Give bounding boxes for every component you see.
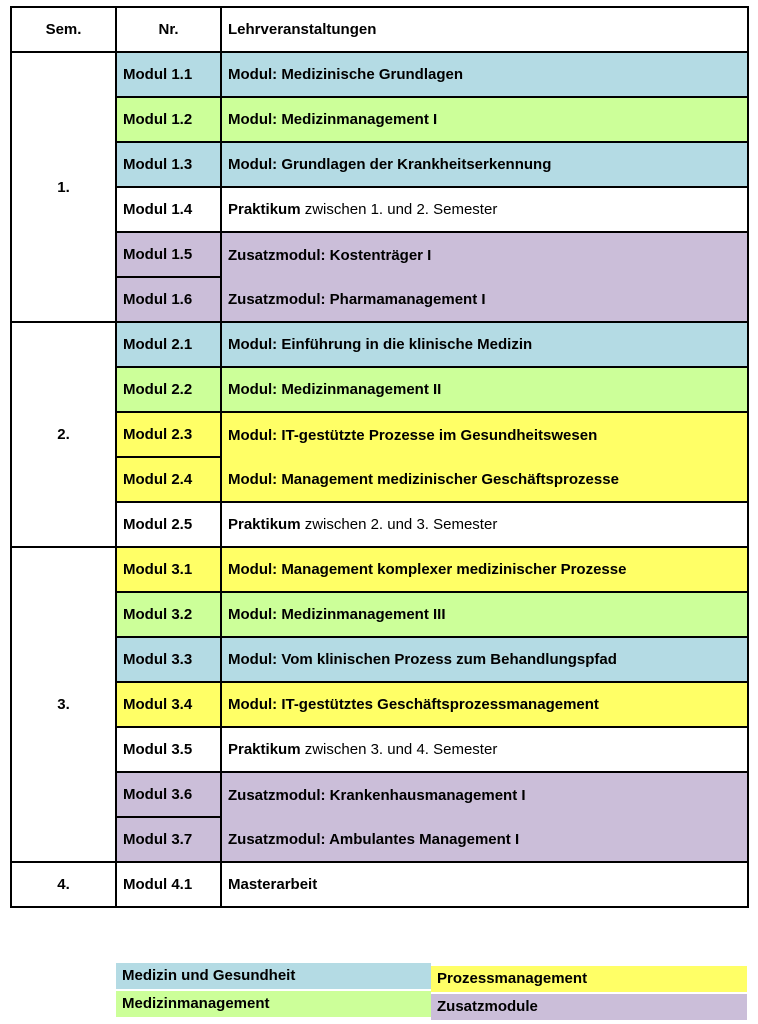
- module-title-bold: Modul: Medizinmanagement II: [228, 381, 442, 398]
- module-number: Modul 4.1: [116, 862, 221, 907]
- header-courses: Lehrveranstaltungen: [221, 7, 748, 52]
- module-title: [221, 592, 748, 637]
- module-title-bold: Masterarbeit: [228, 876, 318, 893]
- module-title: [221, 682, 748, 727]
- module-title-bold: Modul: Vom klinischen Prozess zum Behandlungspfad: [228, 651, 617, 668]
- table-row: [11, 187, 748, 232]
- header-number: Nr.: [116, 7, 221, 52]
- semester-cell: 4.: [11, 862, 116, 907]
- table-row: [11, 277, 748, 322]
- module-title: [221, 187, 748, 232]
- module-title-bold: Modul: Medizinmanagement III: [228, 606, 446, 623]
- module-title-bold: Modul: Management medizinischer Geschäftsprozesse: [228, 470, 619, 488]
- table-row: [11, 682, 748, 727]
- module-number: Modul 1.4: [116, 187, 221, 232]
- module-number: Modul 2.5: [116, 502, 221, 547]
- module-title-bold: Praktikum: [228, 741, 301, 758]
- module-number: Modul 1.5: [116, 232, 221, 277]
- header-semester: Sem.: [11, 7, 116, 52]
- module-title: [221, 547, 748, 592]
- semester-cell: 2.: [11, 322, 116, 547]
- module-number: Modul 3.4: [116, 682, 221, 727]
- module-number: Modul 1.3: [116, 142, 221, 187]
- module-title-bold: Zusatzmodul: Ambulantes Management I: [228, 830, 520, 848]
- module-title-bold: Zusatzmodul: Kostenträger I: [228, 246, 432, 264]
- module-number: Modul 2.3: [116, 412, 221, 457]
- module-title-bold: Modul: IT-gestützte Prozesse im Gesundheitswesen: [228, 426, 598, 444]
- table-row: [11, 547, 748, 592]
- module-number: Modul 3.1: [116, 547, 221, 592]
- table-row: [11, 772, 748, 817]
- module-title: [221, 232, 748, 277]
- module-title-bold: Modul: Medizinmanagement I: [228, 111, 438, 128]
- table-row: [11, 862, 748, 907]
- module-title-bold: Modul: Medizinische Grundlagen: [228, 66, 464, 83]
- table-row: [11, 142, 748, 187]
- legend-medizin: Medizin und Gesundheit: [116, 963, 431, 989]
- table-row: [11, 367, 748, 412]
- module-title-bold: Modul: Einführung in die klinische Medizin: [228, 336, 533, 353]
- module-title-bold: Modul: IT-gestütztes Geschäftsprozessmanagement: [228, 696, 599, 713]
- module-title: [221, 772, 748, 817]
- module-title: [221, 817, 748, 862]
- module-title: [221, 97, 748, 142]
- module-number: Modul 3.3: [116, 637, 221, 682]
- module-title: [221, 637, 748, 682]
- module-number: Modul 1.1: [116, 52, 221, 97]
- table-row: [11, 592, 748, 637]
- module-title-note: zwischen 2. und 3. Semester: [300, 516, 498, 533]
- module-title-bold: Praktikum: [228, 516, 301, 533]
- module-title-bold: Zusatzmodul: Pharmamanagement I: [228, 290, 486, 308]
- module-number: Modul 2.1: [116, 322, 221, 367]
- module-title-bold: Zusatzmodul: Krankenhausmanagement I: [228, 786, 526, 804]
- table-row: [11, 457, 748, 502]
- table-row: [11, 322, 748, 367]
- curriculum-table: [10, 6, 749, 908]
- table-row: [11, 97, 748, 142]
- table-header-row: [11, 7, 748, 52]
- module-title-bold: Praktikum: [228, 201, 301, 218]
- module-title: [221, 142, 748, 187]
- semester-cell: 1.: [11, 52, 116, 322]
- module-title: [221, 457, 748, 502]
- module-title-note: zwischen 3. und 4. Semester: [300, 741, 498, 758]
- module-title: [221, 277, 748, 322]
- module-number: Modul 3.7: [116, 817, 221, 862]
- semester-cell: 3.: [11, 547, 116, 862]
- module-title: [221, 862, 748, 907]
- module-title: [221, 502, 748, 547]
- table-row: [11, 232, 748, 277]
- module-title-note: zwischen 1. und 2. Semester: [300, 201, 498, 218]
- module-number: Modul 3.2: [116, 592, 221, 637]
- module-title: [221, 52, 748, 97]
- module-number: Modul 1.6: [116, 277, 221, 322]
- module-number: Modul 2.4: [116, 457, 221, 502]
- table-row: [11, 817, 748, 862]
- module-title: [221, 412, 748, 457]
- legend-zusatz: Zusatzmodule: [431, 994, 747, 1020]
- module-title: [221, 367, 748, 412]
- module-title-bold: Modul: Grundlagen der Krankheitserkennung: [228, 156, 552, 173]
- legend-management: Medizinmanagement: [116, 991, 431, 1017]
- table-row: [11, 412, 748, 457]
- table-row: [11, 727, 748, 772]
- module-title: [221, 727, 748, 772]
- module-title: [221, 322, 748, 367]
- module-number: Modul 3.6: [116, 772, 221, 817]
- module-number: Modul 3.5: [116, 727, 221, 772]
- table-row: [11, 502, 748, 547]
- table-row: [11, 637, 748, 682]
- module-number: Modul 2.2: [116, 367, 221, 412]
- legend-prozess: Prozessmanagement: [431, 966, 747, 992]
- module-number: Modul 1.2: [116, 97, 221, 142]
- table-row: [11, 52, 748, 97]
- module-title-bold: Modul: Management komplexer medizinischer Prozesse: [228, 561, 627, 578]
